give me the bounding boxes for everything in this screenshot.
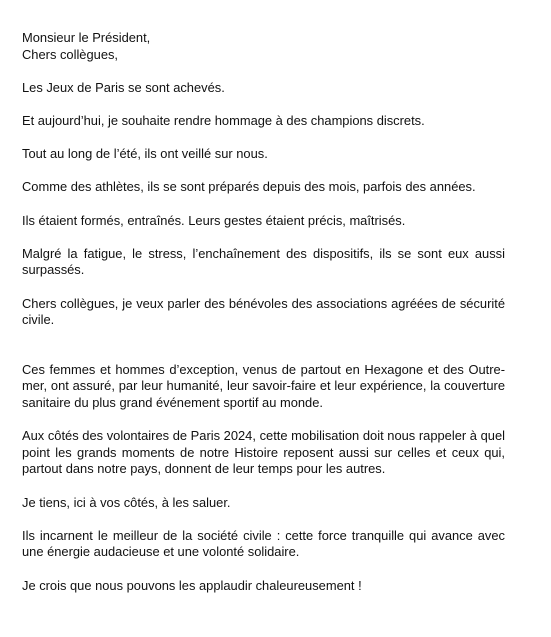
speech-document	[22, 30, 505, 611]
paragraph: Tout au long de l’été, ils ont veillé sur nous.	[22, 146, 268, 162]
paragraph: Ces femmes et hommes d’exception, venus de partout en Hexagone et des Outre-mer, ont assuré, par leur humanité, leur savoir-faire et leur expérience, la couverture sanitaire du plus grand événement sportif au monde.	[22, 361, 505, 411]
salutation-line: Monsieur le Président,	[22, 30, 151, 45]
paragraph: Malgré la fatigue, le stress, l’enchaînement des dispositifs, ils se sont eux aussi surpassés.	[22, 245, 505, 278]
salutation	[22, 30, 505, 63]
paragraph: Aux côtés des volontaires de Paris 2024, cette mobilisation doit nous rappeler à quel point les grands moments de notre Histoire reposent aussi sur celles et ceux qui, partout dans notre pays, donnent de leur temps pour les autres.	[22, 428, 505, 477]
paragraph: Ils incarnent le meilleur de la société civile : cette force tranquille qui avance avec une énergie audacieuse et une volonté solidaire.	[22, 527, 505, 560]
paragraph: Je crois que nous pouvons les applaudir chaleureusement !	[22, 577, 362, 593]
paragraph: Ils étaient formés, entraînés. Leurs gestes étaient précis, maîtrisés.	[22, 212, 406, 228]
paragraph: Les Jeux de Paris se sont achevés.	[22, 79, 225, 95]
paragraph: Je tiens, ici à vos côtés, à les saluer.	[22, 494, 231, 510]
salutation-line: Chers collègues,	[22, 46, 119, 62]
paragraph: Chers collègues, je veux parler des bénévoles des associations agréées de sécurité civile.	[22, 295, 505, 328]
paragraph: Comme des athlètes, ils se sont préparés depuis des mois, parfois des années.	[22, 179, 476, 195]
paragraph: Et aujourd’hui, je souhaite rendre hommage à des champions discrets.	[22, 112, 425, 128]
